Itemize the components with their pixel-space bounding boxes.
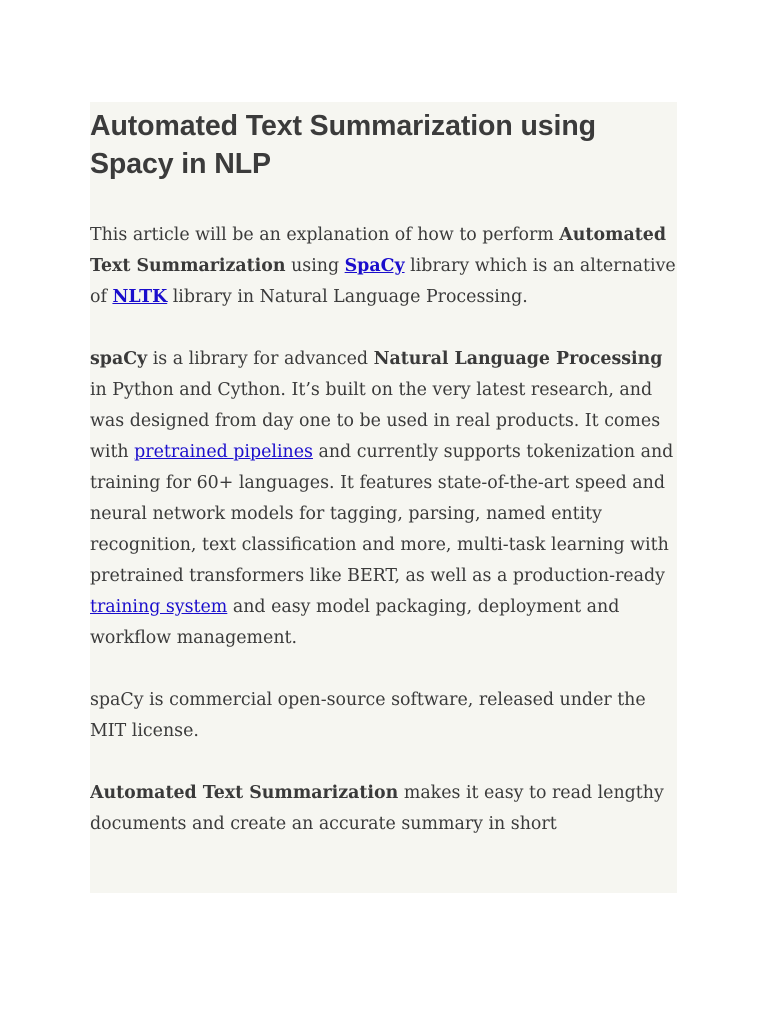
training-system-link[interactable]: training system <box>90 597 228 617</box>
intro-text-2: using <box>285 256 345 276</box>
intro-text-3: library which is an alternative of <box>90 256 676 307</box>
spacy-bold: spaCy <box>90 349 148 369</box>
pretrained-pipelines-link[interactable]: pretrained pipelines <box>134 442 313 462</box>
spacy-text-1: is a library for advanced <box>147 349 374 369</box>
spacy-text-2: in Python and Cython. It’s built on the very latest research, and was designed from day one to be used in real products. It comes with <box>90 380 661 462</box>
nlp-bold: Natural Language Processing <box>373 349 663 369</box>
intro-text-1: This article will be an explanation of how to perform <box>90 225 560 245</box>
license-text: spaCy is commercial open-source software, released under the MIT license. <box>90 690 646 741</box>
spacy-description-paragraph <box>90 344 677 654</box>
intro-paragraph <box>90 220 677 313</box>
article-container <box>90 102 677 893</box>
license-paragraph <box>90 685 677 747</box>
summarization-paragraph <box>90 778 677 840</box>
summarization-text: makes it easy to read lengthy documents and create an accurate summary in short <box>90 783 664 834</box>
spacy-text-4: and easy model packaging, deployment and workflow management. <box>90 597 620 648</box>
intro-text-4: library in Natural Language Processing. <box>167 287 528 307</box>
nltk-link[interactable]: NLTK <box>112 287 168 307</box>
spacy-text-3: and currently supports tokenization and training for 60+ languages. It features state-of-the-art speed and neural network models for tagging, parsing, named entity recognition, text classification and more, multi-task learning with pretrained transformers like BERT, as well as a production-ready <box>90 442 674 586</box>
intro-bold-summarization: Automated Text Summarization <box>90 225 666 276</box>
article-title: Automated Text Summarization using Spacy in NLP <box>90 110 596 180</box>
spacy-link[interactable]: SpaCy <box>344 256 405 276</box>
summarization-bold: Automated Text Summarization <box>90 783 399 803</box>
